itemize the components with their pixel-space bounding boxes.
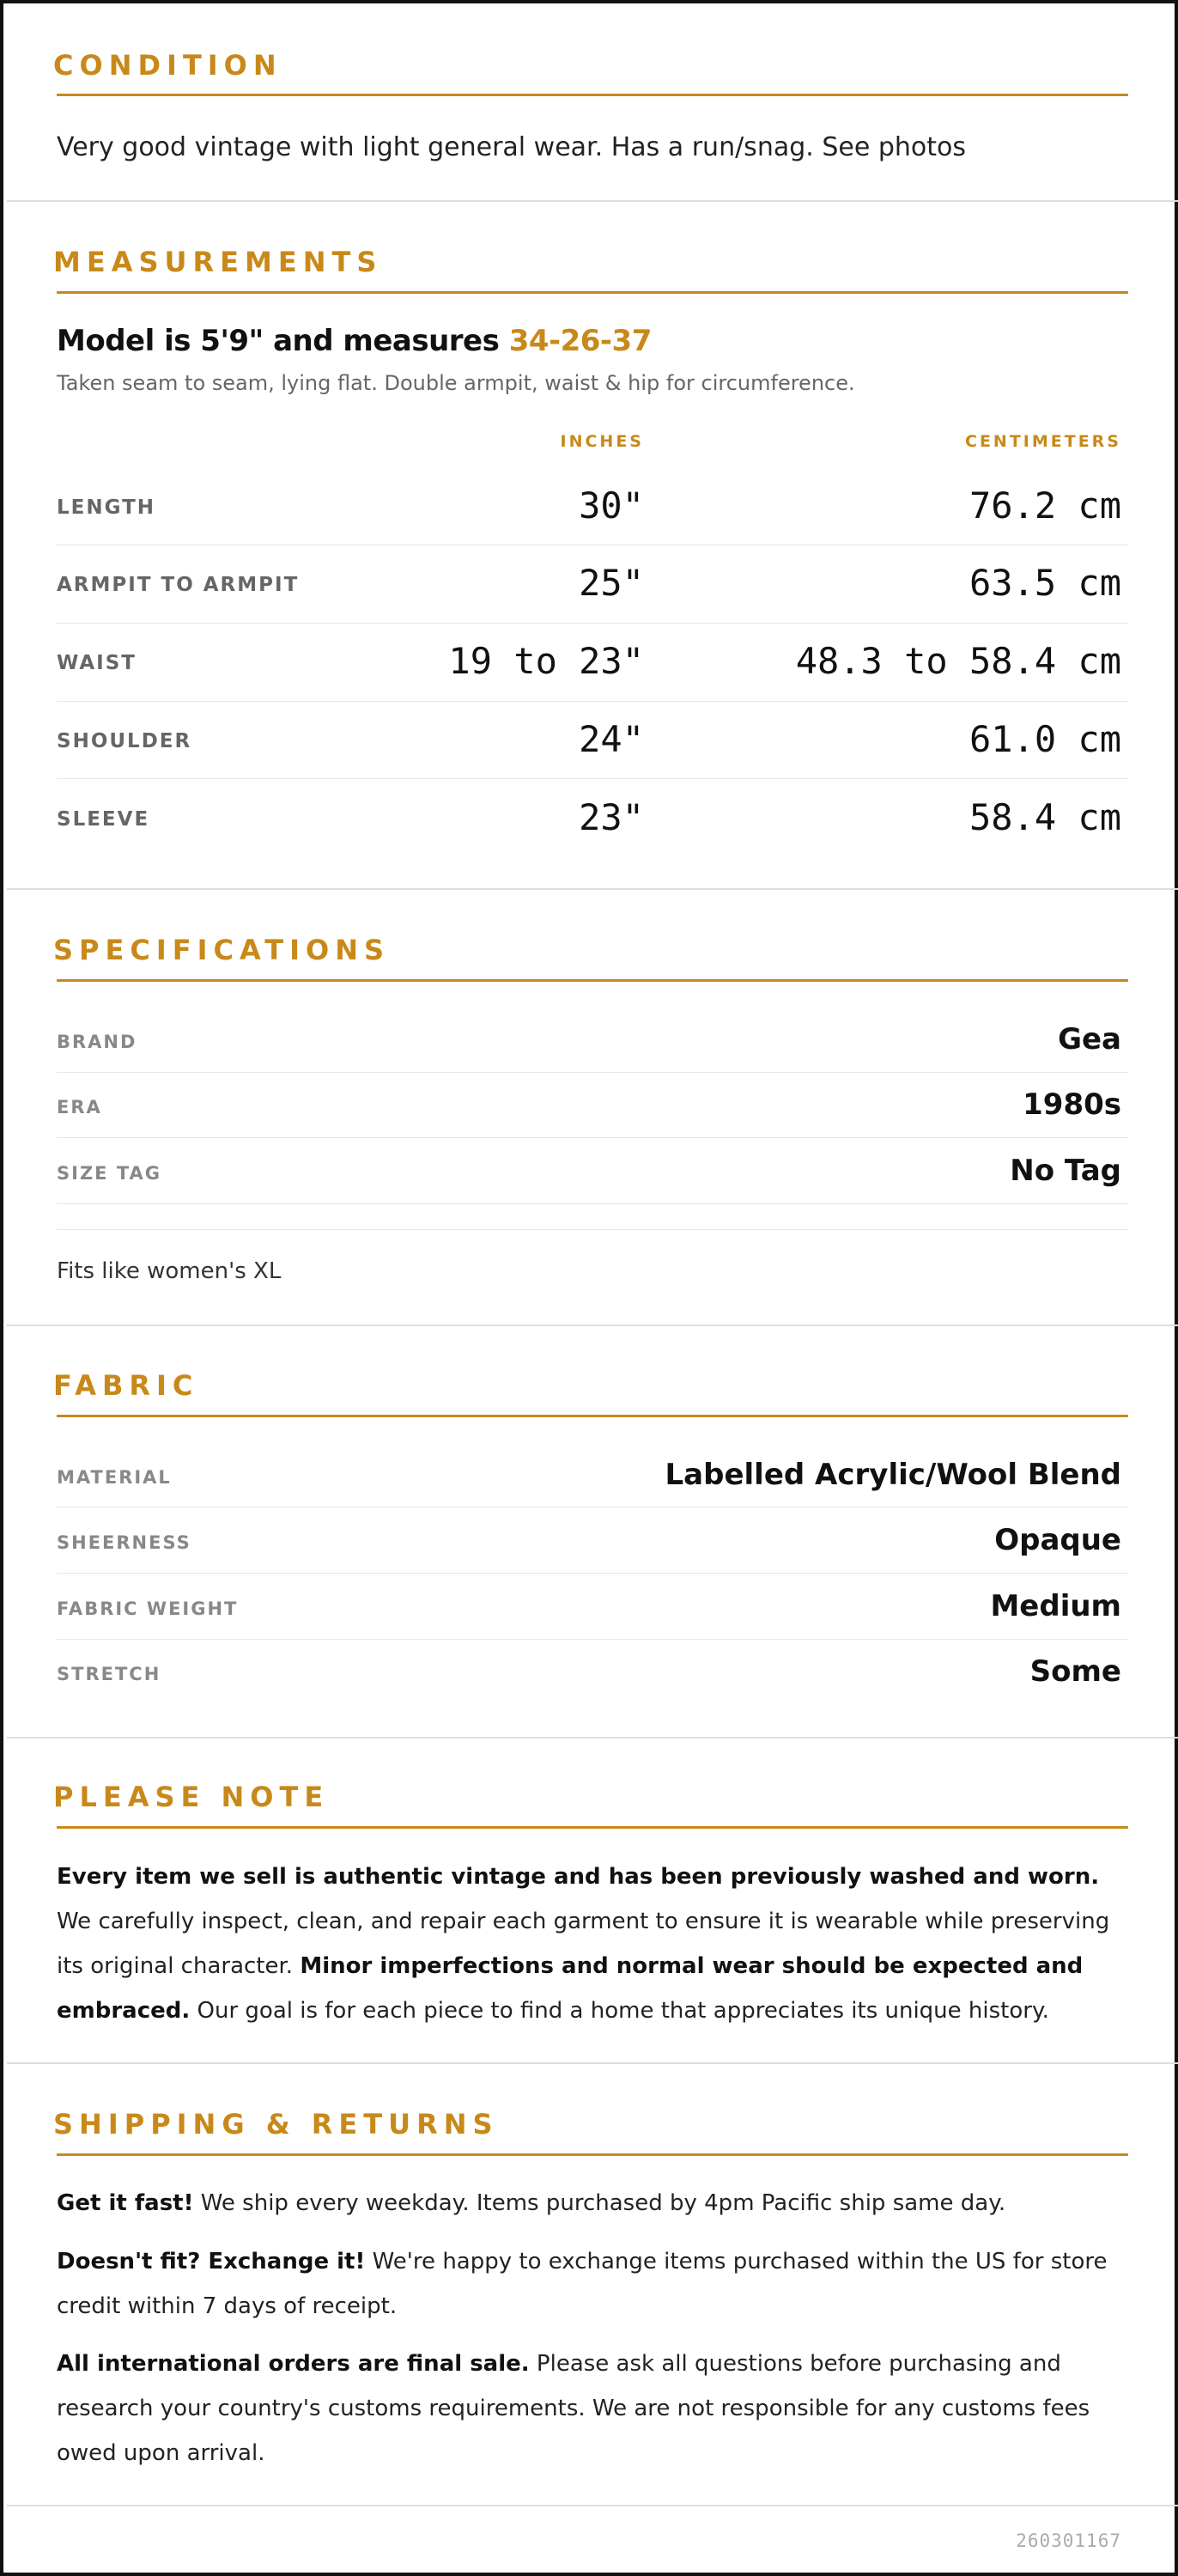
fit-note: Fits like women's XL [57, 1258, 282, 1284]
fabric-value: Medium [990, 1589, 1121, 1623]
measurement-inches: 19 to 23" [448, 640, 644, 682]
please-note-text [57, 1854, 1130, 2033]
measurements-heading: MEASUREMENTS [53, 246, 383, 278]
measurements-rule [57, 291, 1128, 294]
specifications-heading: SPECIFICATIONS [53, 934, 391, 966]
please-note-text-2: Our goal is for each piece to find a home that appreciates its unique history. [190, 1998, 1049, 2024]
measurement-label: ARMPIT TO ARMPIT [57, 574, 300, 596]
measurement-inches: 30" [579, 484, 644, 527]
model-measures-line [57, 324, 652, 358]
please-note-rule [57, 1826, 1128, 1829]
row-divider [57, 623, 1128, 624]
row-divider [57, 1229, 1128, 1230]
condition-heading: CONDITION [53, 49, 282, 82]
measurement-label: LENGTH [57, 496, 156, 519]
shipping-paragraph-3 [57, 2342, 1130, 2476]
fabric-heading: FABRIC [53, 1369, 199, 1402]
row-divider [57, 778, 1128, 779]
fabric-value: Opaque [994, 1523, 1121, 1557]
spec-value: No Tag [1010, 1154, 1121, 1188]
shipping-bold-2: Doesn't fit? Exchange it! [57, 2249, 366, 2275]
shipping-heading: SHIPPING & RETURNS [53, 2108, 499, 2141]
measurement-cm: 48.3 to 58.4 cm [795, 640, 1121, 682]
shipping-rule [57, 2153, 1128, 2156]
shipping-paragraph-2 [57, 2239, 1130, 2329]
shipping-bold-1: Get it fast! [57, 2190, 194, 2216]
fabric-rule [57, 1415, 1128, 1417]
spec-label: BRAND [57, 1032, 137, 1052]
item-id: 260301167 [1016, 2530, 1121, 2551]
model-measures-prefix: Model is 5'9" and measures [57, 324, 509, 358]
shipping-text-3: Please ask all questions before purchasing and research your country's customs requirements. We are not responsible for any customs fees owed upon arrival. [57, 2351, 1090, 2466]
measurement-inches: 23" [579, 796, 644, 838]
shipping-text-1: We ship every weekday. Items purchased by 4pm Pacific ship same day. [193, 2190, 1006, 2216]
col-cm-header: CENTIMETERS [965, 432, 1121, 451]
please-note-bold-2: Minor imperfections and normal wear should be expected and embraced. [57, 1953, 1084, 2024]
measurement-cm: 61.0 cm [969, 718, 1121, 760]
section-divider [7, 1737, 1178, 1739]
section-divider [7, 2062, 1178, 2064]
spec-value: 1980s [1023, 1087, 1121, 1122]
measurement-label: SHOULDER [57, 730, 192, 752]
measurement-label: WAIST [57, 652, 137, 674]
fabric-label: STRETCH [57, 1664, 161, 1684]
measurement-cm: 76.2 cm [969, 484, 1121, 527]
fabric-value: Some [1029, 1654, 1121, 1689]
shipping-bold-3: All international orders are final sale. [57, 2351, 530, 2377]
fabric-label: MATERIAL [57, 1467, 172, 1488]
shipping-text-2: We're happy to exchange items purchased within the US for store credit within 7 days of receipt. [57, 2249, 1108, 2319]
row-divider [57, 1639, 1128, 1640]
fabric-label: FABRIC WEIGHT [57, 1599, 239, 1619]
section-divider [7, 200, 1178, 202]
row-divider [57, 1072, 1128, 1073]
please-note-heading: PLEASE NOTE [53, 1781, 330, 1813]
measurement-inches: 25" [579, 562, 644, 604]
section-divider [7, 2505, 1178, 2506]
row-divider [57, 1203, 1128, 1204]
spec-label: ERA [57, 1097, 102, 1117]
measurements-note: Taken seam to seam, lying flat. Double armpit, waist & hip for circumference. [57, 371, 855, 395]
section-divider [7, 1325, 1178, 1326]
measurement-inches: 24" [579, 718, 644, 760]
spec-label: SIZE TAG [57, 1163, 162, 1184]
row-divider [57, 1137, 1128, 1138]
please-note-bold-1: Every item we sell is authentic vintage and has been previously washed and worn. [57, 1864, 1100, 1890]
condition-rule [57, 94, 1128, 96]
row-divider [57, 1573, 1128, 1574]
model-measures-value: 34-26-37 [508, 324, 652, 358]
col-inches-header: INCHES [560, 432, 644, 451]
fabric-value: Labelled Acrylic/Wool Blend [665, 1458, 1121, 1492]
spec-value: Gea [1058, 1022, 1121, 1057]
section-divider [7, 888, 1178, 890]
fabric-label: SHEERNESS [57, 1532, 191, 1553]
specifications-rule [57, 979, 1128, 982]
shipping-paragraph-1 [57, 2181, 1130, 2226]
row-divider [57, 701, 1128, 702]
measurement-cm: 63.5 cm [969, 562, 1121, 604]
please-note-text-1: We carefully inspect, clean, and repair each garment to ensure it is wearable while preserving its original character. [57, 1909, 1110, 1979]
condition-text: Very good vintage with light general wear. Has a run/snag. See photos [57, 132, 966, 162]
measurement-label: SLEEVE [57, 808, 150, 831]
measurement-cm: 58.4 cm [969, 796, 1121, 838]
